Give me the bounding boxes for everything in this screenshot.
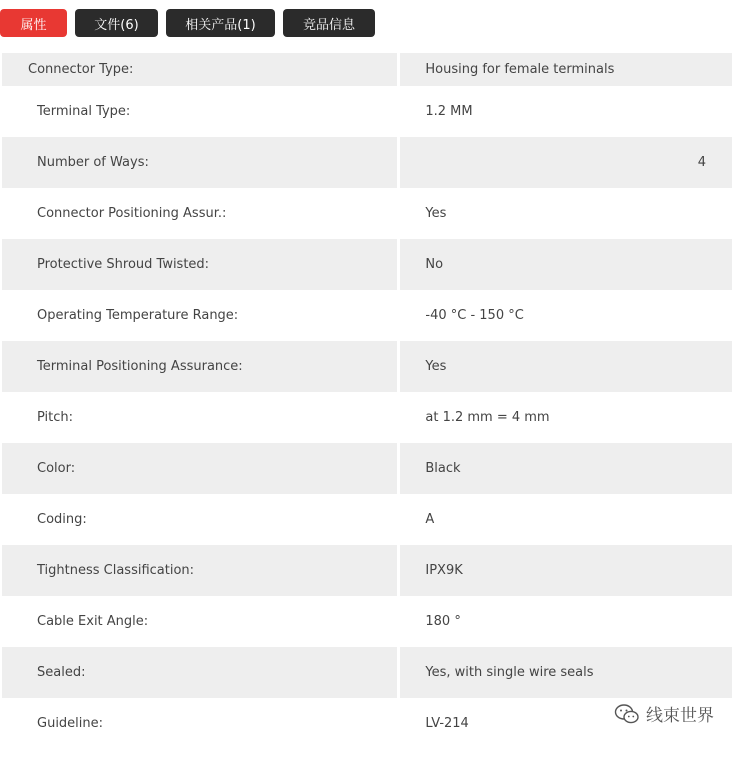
spec-row-connector-type	[2, 53, 732, 86]
tab-competitor-info[interactable]: 竞品信息	[283, 9, 375, 37]
spec-row-number-of-ways	[2, 137, 732, 188]
spec-value: Yes, with single wire seals	[400, 647, 732, 698]
spec-value: LV-214	[425, 716, 469, 731]
tab-properties[interactable]: 属性	[0, 9, 67, 37]
spec-label: Color:	[2, 443, 397, 494]
spec-value: Housing for female terminals	[400, 53, 732, 86]
spec-value: at 1.2 mm = 4 mm	[425, 410, 550, 425]
spec-label: Terminal Type:	[37, 104, 131, 119]
spec-value: -40 °C - 150 °C	[425, 308, 524, 323]
spec-row-coding	[2, 494, 732, 545]
watermark	[614, 701, 714, 726]
spec-label: Pitch:	[37, 410, 74, 425]
spec-value: 4	[400, 137, 732, 188]
spec-row-cable-exit-angle	[2, 596, 732, 647]
spec-value: Yes	[425, 206, 447, 221]
tab-files[interactable]: 文件(6)	[75, 9, 158, 37]
property-tabs	[0, 9, 375, 37]
spec-row-pitch	[2, 392, 732, 443]
spec-row-terminal-type	[2, 86, 732, 137]
spec-table	[2, 53, 732, 749]
spec-value: 1.2 MM	[425, 104, 473, 119]
spec-row-protective-shroud	[2, 239, 732, 290]
spec-label: Cable Exit Angle:	[37, 614, 149, 629]
wechat-icon	[614, 703, 640, 725]
spec-value: IPX9K	[400, 545, 732, 596]
watermark-text: 线束世界	[646, 706, 714, 726]
spec-label: Protective Shroud Twisted:	[2, 239, 397, 290]
spec-value: No	[400, 239, 732, 290]
spec-value: Black	[400, 443, 732, 494]
spec-label: Coding:	[37, 512, 87, 527]
spec-label: Connector Type:	[2, 53, 397, 86]
spec-label: Operating Temperature Range:	[37, 308, 239, 323]
spec-label: Guideline:	[37, 716, 104, 731]
spec-label: Number of Ways:	[2, 137, 397, 188]
spec-value: Yes	[400, 341, 732, 392]
spec-value: 180 °	[425, 614, 461, 629]
spec-row-temperature-range	[2, 290, 732, 341]
spec-row-tightness	[2, 545, 732, 596]
spec-row-connector-positioning	[2, 188, 732, 239]
spec-label: Sealed:	[2, 647, 397, 698]
spec-row-terminal-positioning	[2, 341, 732, 392]
spec-label: Connector Positioning Assur.:	[37, 206, 227, 221]
spec-row-sealed	[2, 647, 732, 698]
spec-label: Terminal Positioning Assurance:	[2, 341, 397, 392]
spec-row-color	[2, 443, 732, 494]
spec-value: A	[425, 512, 435, 527]
tab-related-products[interactable]: 相关产品(1)	[166, 9, 275, 37]
spec-label: Tightness Classification:	[2, 545, 397, 596]
